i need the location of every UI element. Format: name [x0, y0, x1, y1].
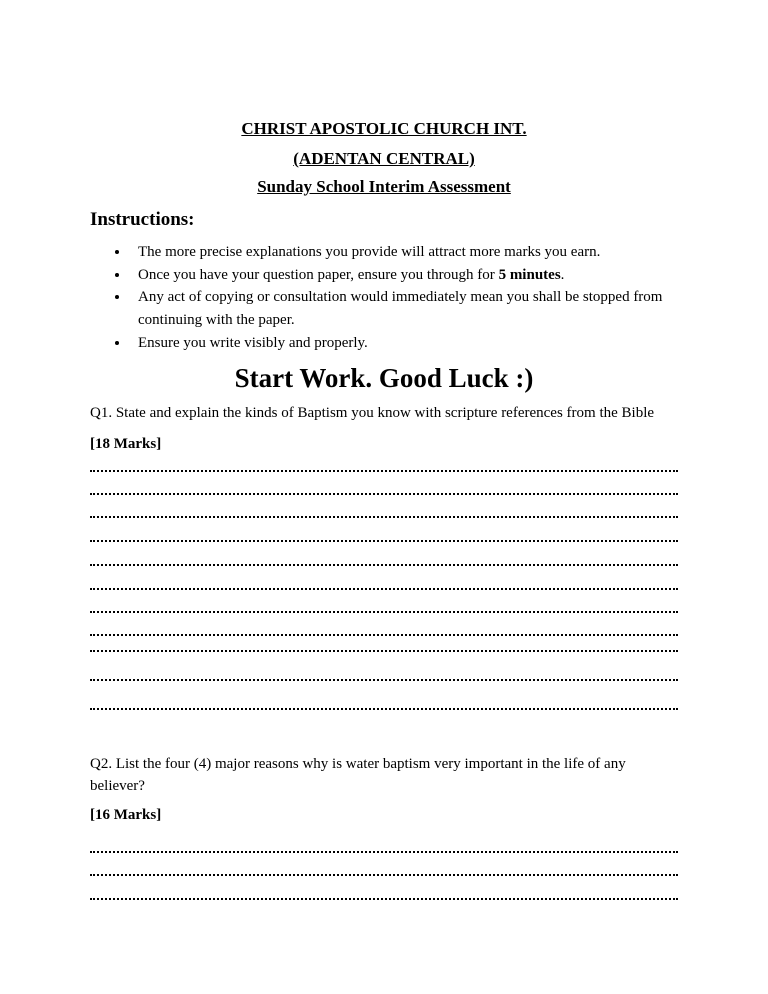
- question-1-marks: [18 Marks]: [90, 436, 162, 452]
- branch-name: (ADENTAN CENTRAL): [293, 149, 475, 168]
- answer-line[interactable]: [90, 588, 678, 590]
- answer-line[interactable]: [90, 634, 678, 636]
- answer-line[interactable]: [90, 516, 678, 518]
- answer-line[interactable]: [90, 564, 678, 566]
- question-2: Q2. List the four (4) major reasons why is water baptism very important in the life of any believer?: [90, 756, 626, 794]
- question-1: Q1. State and explain the kinds of Baptism you know with scripture references from the Bible: [90, 405, 655, 421]
- start-banner: Start Work. Good Luck :): [234, 363, 534, 393]
- answer-line[interactable]: [90, 650, 678, 652]
- answer-line[interactable]: [90, 493, 678, 495]
- instructions-list: [106, 241, 676, 355]
- instruction-emphasis: 5 minutes: [498, 266, 561, 283]
- answer-line[interactable]: [90, 679, 678, 681]
- instruction-text: Once you have your question paper, ensure you through for: [138, 266, 499, 283]
- answer-line[interactable]: [90, 470, 678, 472]
- instruction-text: .: [560, 266, 565, 283]
- answer-line[interactable]: [90, 874, 678, 876]
- instruction-item: • Ensure you write visibly and properly.: [130, 332, 676, 355]
- answer-line[interactable]: [90, 540, 678, 542]
- question-2-marks: [16 Marks]: [90, 807, 162, 823]
- instruction-item: • The more precise explanations you provide will attract more marks you earn.: [130, 241, 676, 264]
- instructions-heading: Instructions:: [90, 209, 195, 230]
- answer-line[interactable]: [90, 898, 678, 900]
- instruction-item: [130, 264, 676, 287]
- assessment-title: Sunday School Interim Assessment: [257, 177, 511, 196]
- church-name: CHRIST APOSTOLIC CHURCH INT.: [241, 119, 527, 138]
- answer-line[interactable]: [90, 611, 678, 613]
- answer-line[interactable]: [90, 708, 678, 710]
- answer-line[interactable]: [90, 851, 678, 853]
- instruction-item: • Any act of copying or consultation would immediately mean you shall be stopped from continuing with the paper.: [130, 286, 676, 331]
